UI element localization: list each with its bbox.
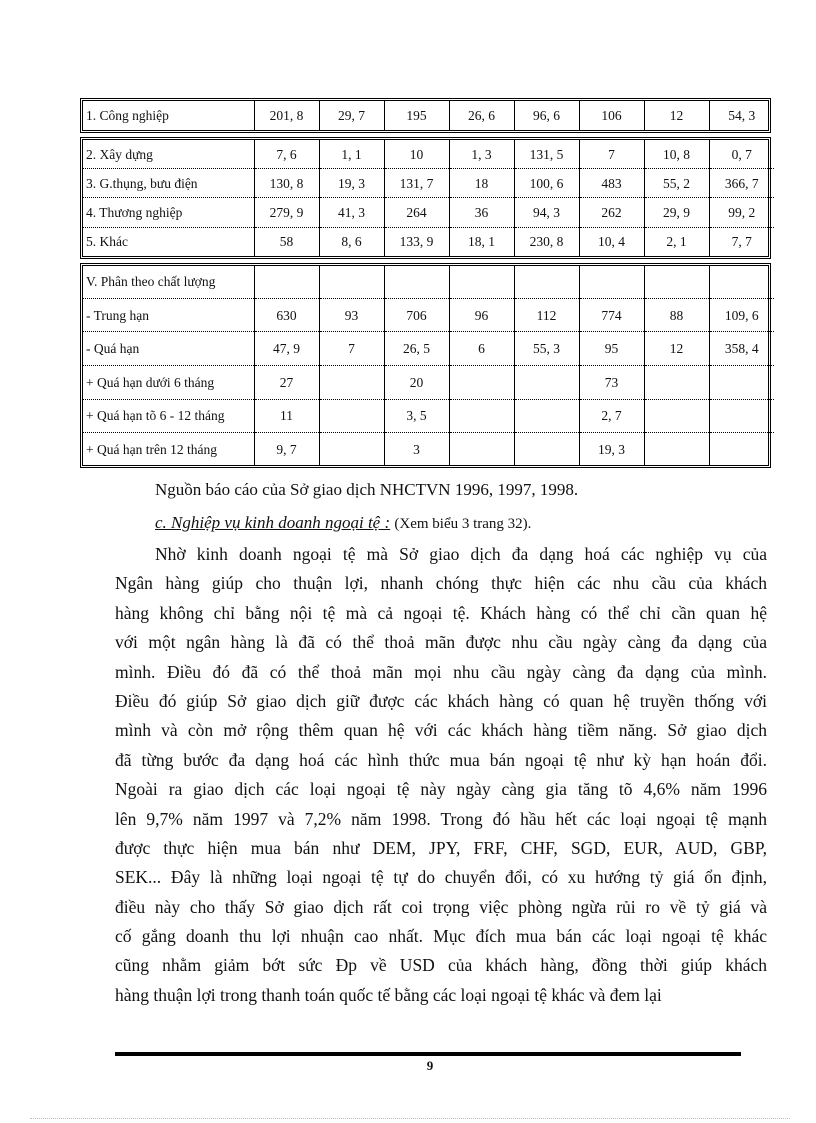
table-cell: 55, 3 bbox=[514, 332, 579, 366]
table-cell: 20 bbox=[384, 365, 449, 399]
table-cell: 112 bbox=[514, 298, 579, 332]
table-cell: 54, 3 bbox=[728, 108, 756, 123]
table-cell bbox=[449, 365, 514, 399]
table-cell: 230, 8 bbox=[514, 227, 579, 256]
paragraph-line: với một ngân hàng là đã có thể thoả mãn được nhu cầu ngày càng đa dạng của bbox=[115, 632, 767, 653]
row-label: V. Phân theo chất lượng bbox=[83, 266, 254, 298]
table-cell: 7, 6 bbox=[254, 140, 319, 169]
table-cell bbox=[319, 365, 384, 399]
table-row bbox=[83, 140, 774, 169]
table-cell: 10, 8 bbox=[644, 140, 709, 169]
table-cell: 7 bbox=[579, 140, 644, 169]
table-cell: 3 bbox=[384, 433, 449, 465]
table-cell: 195 bbox=[384, 101, 449, 130]
data-table bbox=[83, 101, 774, 130]
paragraph-line: được thực hiện mua bán như DEM, JPY, FRF, CHF, SGD, EUR, AUD, GBP, bbox=[115, 837, 767, 858]
paragraph-line: Ngân hàng giúp cho thuận lợi, nhanh chóng thực hiện các nhu cầu của khách bbox=[115, 573, 767, 594]
table-row bbox=[83, 365, 774, 399]
table-cell: 99, 2 bbox=[709, 198, 774, 227]
table-cell: 12 bbox=[644, 101, 709, 130]
table-cell bbox=[319, 399, 384, 433]
table-cell: 88 bbox=[644, 298, 709, 332]
table-cell: 366, 7 bbox=[709, 169, 774, 198]
table-cell: 19, 3 bbox=[579, 433, 644, 465]
table-cell: 2, 1 bbox=[644, 227, 709, 256]
table-cell: 264 bbox=[384, 198, 449, 227]
table-cell: 100, 6 bbox=[514, 169, 579, 198]
table-row bbox=[83, 227, 774, 256]
table-cell: 483 bbox=[579, 169, 644, 198]
paragraph-line: Nhờ kinh doanh ngoại tệ mà Sở giao dịch đa dạng hoá các nghiệp vụ của bbox=[155, 544, 767, 564]
paragraph-line: Điều đó giúp Sở giao dịch giữ được các khách hàng có quan hệ truyền thống với bbox=[115, 690, 767, 711]
paragraph-line: Ngoài ra giao dịch các loại ngoại tệ này ngày càng gia tăng tõ 4,6% năm 1996 bbox=[115, 779, 767, 800]
table-cell: 131, 7 bbox=[384, 169, 449, 198]
table-cell: 130, 8 bbox=[254, 169, 319, 198]
table-cell: 8, 6 bbox=[319, 227, 384, 256]
table-cell: 10 bbox=[384, 140, 449, 169]
table-cell: 106 bbox=[579, 101, 644, 130]
table-cell bbox=[644, 266, 709, 298]
paragraph-line: SEK... Đây là những loại ngoại tệ tự do chuyển đổi, có xu hướng tỷ giá ổn định, bbox=[115, 867, 767, 888]
table-cell: 94, 3 bbox=[514, 198, 579, 227]
table-cell bbox=[514, 365, 579, 399]
table-cell bbox=[644, 365, 709, 399]
table-cell: 18, 1 bbox=[449, 227, 514, 256]
table-cell bbox=[254, 266, 319, 298]
table-cell: 73 bbox=[579, 365, 644, 399]
row-label: 2. Xây dựng bbox=[83, 140, 254, 169]
table-cell: 279, 9 bbox=[254, 198, 319, 227]
table-cell: 0, 7 bbox=[709, 140, 774, 169]
table-cell bbox=[709, 266, 774, 298]
table-cell bbox=[709, 365, 774, 399]
row-label: 1. Công nghiệp bbox=[83, 101, 254, 130]
table-block-quality bbox=[80, 263, 771, 468]
row-label: - Quá hạn bbox=[83, 332, 254, 366]
row-label: 3. G.thụng, bưu điện bbox=[83, 169, 254, 198]
table-cell: 29, 9 bbox=[644, 198, 709, 227]
table-row bbox=[83, 198, 774, 227]
page-number: 9 bbox=[426, 1058, 434, 1073]
table-cell: 109, 6 bbox=[709, 298, 774, 332]
table-cell: 706 bbox=[384, 298, 449, 332]
table-row bbox=[83, 399, 774, 433]
table-cell: 358, 4 bbox=[709, 332, 774, 366]
row-label: 4. Thương nghiệp bbox=[83, 198, 254, 227]
row-label: + Quá hạn tõ 6 - 12 tháng bbox=[83, 399, 254, 433]
table-cell: 58 bbox=[254, 227, 319, 256]
table-cell: 26, 5 bbox=[384, 332, 449, 366]
table-cell: 93 bbox=[319, 298, 384, 332]
paragraph-line: mình và còn mở rộng thêm quan hệ với các khách hàng tiềm năng. Sở giao dịch bbox=[115, 720, 767, 741]
footer-rule bbox=[115, 1052, 741, 1056]
paragraph-line: cũng nhằm giảm bớt sức Ðp về USD của khách hàng, đồng thời giúp khách bbox=[115, 955, 767, 976]
table-cell: 95 bbox=[579, 332, 644, 366]
row-label: 5. Khác bbox=[83, 227, 254, 256]
page-bottom-edge bbox=[30, 1118, 790, 1119]
table-cell bbox=[514, 433, 579, 465]
table-cell: 7 bbox=[319, 332, 384, 366]
paragraph-line: lên 9,7% năm 1997 và 7,2% năm 1998. Trong đó hầu hết các loại ngoại tệ mạnh bbox=[115, 808, 767, 829]
table-cell: 630 bbox=[254, 298, 319, 332]
paragraph-line: cố gắng doanh thu lợi nhuận cao nhất. Mục đích mua bán các loại ngoại tệ khác bbox=[115, 926, 767, 947]
table-row bbox=[83, 433, 774, 465]
table-cell: 19, 3 bbox=[319, 169, 384, 198]
table-block-sectors bbox=[80, 137, 771, 259]
paragraph-line: mình. Điều đó đã có thể thoả mãn mọi nhu cầu ngày càng đa dạng của mình. bbox=[115, 661, 767, 682]
table-cell: 9, 7 bbox=[254, 433, 319, 465]
table-row bbox=[83, 298, 774, 332]
data-table bbox=[83, 140, 774, 256]
table-cell: 55, 2 bbox=[644, 169, 709, 198]
table-cell: 41, 3 bbox=[319, 198, 384, 227]
table-cell bbox=[449, 399, 514, 433]
table-cell: 96 bbox=[449, 298, 514, 332]
table-cell: 262 bbox=[579, 198, 644, 227]
table-cell: 10, 4 bbox=[579, 227, 644, 256]
table-cell: 12 bbox=[644, 332, 709, 366]
table-cell: 131, 5 bbox=[514, 140, 579, 169]
table-cell bbox=[644, 433, 709, 465]
row-label: + Quá hạn dưới 6 tháng bbox=[83, 365, 254, 399]
table-cell: 7, 7 bbox=[731, 234, 752, 250]
table-cell bbox=[449, 433, 514, 465]
body-paragraph bbox=[115, 540, 767, 1010]
table-cell: 133, 9 bbox=[384, 227, 449, 256]
paragraph-line: hàng không chỉ bằng nội tệ mà cả ngoại tệ. Khách hàng có thể chỉ cần quan hệ bbox=[115, 602, 767, 623]
paragraph-line: hàng thuận lợi trong thanh toán quốc tế bằng các loại ngoại tệ khác và đem lại bbox=[115, 984, 662, 1005]
paragraph-line: điều này cho thấy Sở giao dịch rất coi trọng việc phòng ngừa rủi ro về tỷ giá và bbox=[115, 896, 767, 917]
table-row bbox=[83, 101, 774, 130]
table-cell bbox=[319, 266, 384, 298]
table-cell: 26, 6 bbox=[449, 101, 514, 130]
table-row bbox=[83, 332, 774, 366]
table-cell: 1, 3 bbox=[449, 140, 514, 169]
table-block-industry bbox=[80, 98, 771, 133]
source-note: Nguồn báo cáo của Sở giao dịch NHCTVN 1996, 1997, 1998. bbox=[155, 480, 579, 499]
table-cell bbox=[319, 433, 384, 465]
row-label: - Trung hạn bbox=[83, 298, 254, 332]
table-row bbox=[83, 169, 774, 198]
table-cell bbox=[449, 266, 514, 298]
table-cell bbox=[579, 266, 644, 298]
row-label: + Quá hạn trên 12 tháng bbox=[83, 433, 254, 465]
table-cell bbox=[709, 433, 774, 465]
table-cell: 27 bbox=[254, 365, 319, 399]
table-cell: 1, 1 bbox=[319, 140, 384, 169]
table-cell: 36 bbox=[449, 198, 514, 227]
paragraph-line: đã từng bước đa dạng hoá các hình thức mua bán ngoại tệ như kỳ hạn hoán đổi. bbox=[115, 749, 767, 770]
data-table bbox=[83, 266, 774, 465]
table-cell: 774 bbox=[579, 298, 644, 332]
table-cell: 3, 5 bbox=[384, 399, 449, 433]
section-title: c. Nghiệp vụ kinh doanh ngoại tệ : bbox=[155, 513, 391, 532]
table-cell: 18 bbox=[449, 169, 514, 198]
table-cell: 11 bbox=[254, 399, 319, 433]
table-cell bbox=[709, 399, 774, 433]
section-reference: (Xem biểu 3 trang 32). bbox=[394, 516, 532, 532]
table-cell: 96, 6 bbox=[514, 101, 579, 130]
table-cell: 2, 7 bbox=[579, 399, 644, 433]
table-cell bbox=[644, 399, 709, 433]
table-cell: 47, 9 bbox=[254, 332, 319, 366]
table-cell: 6 bbox=[449, 332, 514, 366]
section-heading bbox=[155, 513, 531, 533]
table-cell bbox=[384, 266, 449, 298]
table-cell: 201, 8 bbox=[254, 101, 319, 130]
table-row bbox=[83, 266, 774, 298]
table-cell bbox=[514, 266, 579, 298]
table-cell: 29, 7 bbox=[319, 101, 384, 130]
table-cell bbox=[514, 399, 579, 433]
